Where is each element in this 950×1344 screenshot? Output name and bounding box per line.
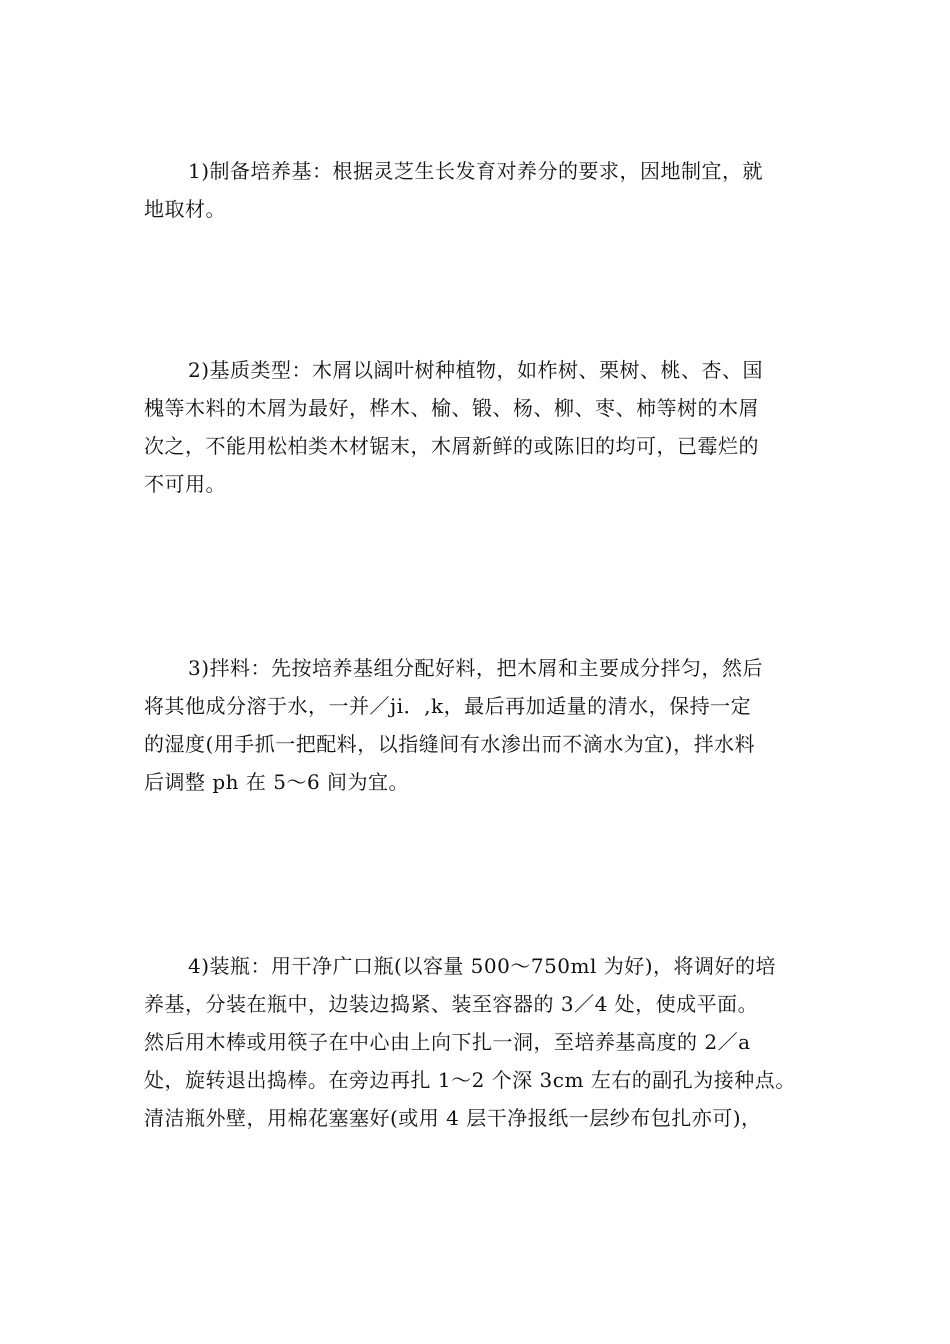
text-line: 后调整 ph 在 5～6 间为宜。 (144, 770, 410, 794)
paragraph-bottling (144, 947, 824, 1137)
text-line: 养基，分装在瓶中，边装边捣紧、装至容器的 3／4 处，使成平面。 (144, 992, 759, 1016)
text-line: 不可用。 (144, 472, 226, 496)
text-line: 的湿度(用手抓一把配料，以指缝间有水渗出而不滴水为宜)，拌水料 (144, 732, 756, 756)
text-line: 清洁瓶外壁，用棉花塞塞好(或用 4 层干净报纸一层纱布包扎亦可)， (144, 1106, 762, 1130)
paragraph-mixing (144, 649, 824, 801)
text-line: 3)拌料：先按培养基组分配好料，把木屑和主要成分拌匀，然后 (188, 656, 764, 680)
text-line: 然后用木棒或用筷子在中心由上向下扎一洞，至培养基高度的 2／a (144, 1030, 751, 1054)
text-line: 槐等木料的木屑为最好，桦木、榆、锻、杨、柳、枣、柿等树的木屑 (144, 396, 759, 420)
text-line: 处，旋转退出捣棒。在旁边再扎 1～2 个深 3cm 左右的副孔为接种点。 (144, 1068, 796, 1092)
text-line: 将其他成分溶于水，一并／ji．,k，最后再加适量的清水，保持一定 (144, 694, 752, 718)
paragraph-substrate-types (144, 351, 824, 503)
text-line: 4)装瓶：用干净广口瓶(以容量 500～750ml 为好)，将调好的培 (188, 954, 777, 978)
paragraph-prepare-medium (144, 152, 824, 228)
text-line: 次之，不能用松柏类木材锯末，木屑新鲜的或陈旧的均可，已霉烂的 (144, 434, 759, 458)
text-line: 地取材。 (144, 197, 226, 221)
text-line: 2)基质类型：木屑以阔叶树种植物，如柞树、栗树、桃、杏、国 (188, 358, 764, 382)
text-line: 1)制备培养基：根据灵芝生长发育对养分的要求，因地制宜，就 (188, 159, 764, 183)
